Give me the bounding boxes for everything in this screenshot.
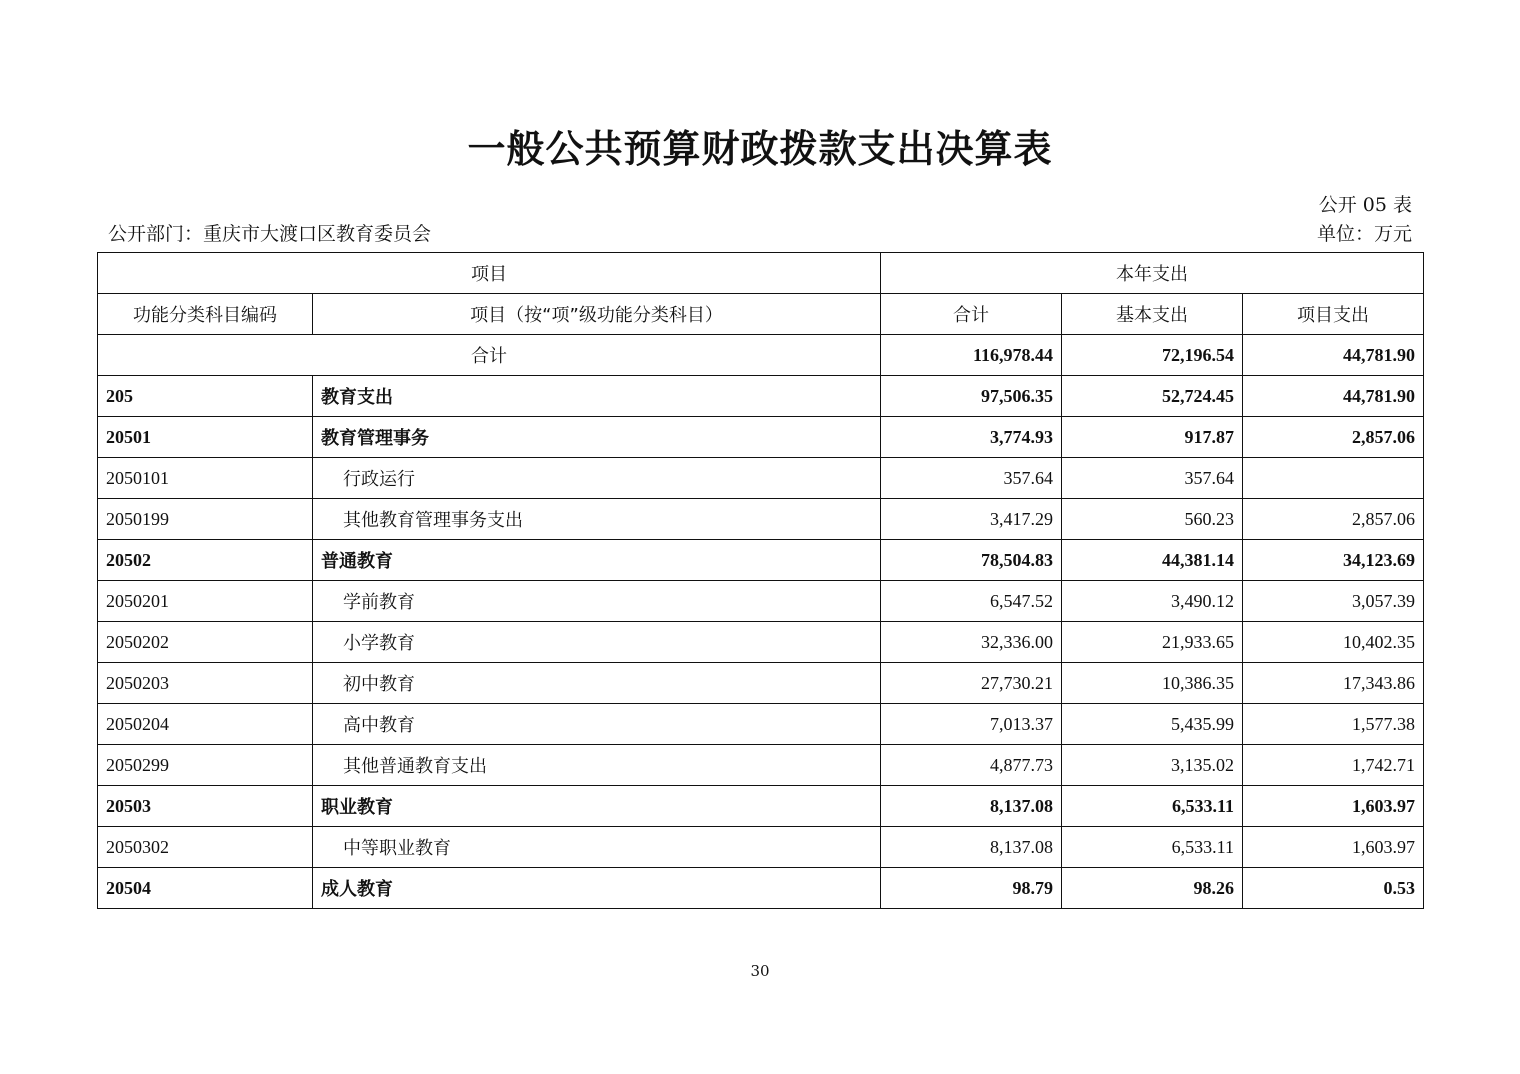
row-basic: 44,381.14 <box>1062 540 1243 581</box>
row-total: 98.79 <box>881 868 1062 909</box>
row-total: 4,877.73 <box>881 745 1062 786</box>
row-basic: 6,533.11 <box>1062 827 1243 868</box>
row-total: 8,137.08 <box>881 827 1062 868</box>
row-total: 6,547.52 <box>881 581 1062 622</box>
row-code: 2050202 <box>98 622 313 663</box>
header-total: 合计 <box>881 294 1062 335</box>
row-project: 3,057.39 <box>1243 581 1424 622</box>
row-total: 7,013.37 <box>881 704 1062 745</box>
table-row <box>98 540 1424 581</box>
row-code: 2050204 <box>98 704 313 745</box>
header-year-group: 本年支出 <box>881 253 1424 294</box>
row-project: 2,857.06 <box>1243 417 1424 458</box>
row-name: 其他教育管理事务支出 <box>313 499 881 540</box>
row-basic: 98.26 <box>1062 868 1243 909</box>
row-name: 普通教育 <box>313 540 881 581</box>
row-name: 初中教育 <box>313 663 881 704</box>
row-total: 32,336.00 <box>881 622 1062 663</box>
row-code: 2050201 <box>98 581 313 622</box>
header-basic: 基本支出 <box>1062 294 1243 335</box>
table-row <box>98 376 1424 417</box>
row-code: 205 <box>98 376 313 417</box>
row-project: 10,402.35 <box>1243 622 1424 663</box>
row-project: 17,343.86 <box>1243 663 1424 704</box>
row-basic: 560.23 <box>1062 499 1243 540</box>
table-row <box>98 622 1424 663</box>
expenditure-table <box>97 252 1424 909</box>
header-row-columns <box>98 294 1424 335</box>
row-basic: 357.64 <box>1062 458 1243 499</box>
row-code: 20501 <box>98 417 313 458</box>
unit-label: 单位：万元 <box>1316 223 1412 245</box>
total-row <box>98 335 1424 376</box>
row-code: 2050299 <box>98 745 313 786</box>
row-basic: 3,490.12 <box>1062 581 1243 622</box>
row-basic: 3,135.02 <box>1062 745 1243 786</box>
row-code: 20502 <box>98 540 313 581</box>
header-name: 项目（按“项”级功能分类科目） <box>313 294 881 335</box>
total-total: 116,978.44 <box>881 335 1062 376</box>
row-total: 3,417.29 <box>881 499 1062 540</box>
header-code: 功能分类科目编码 <box>98 294 313 335</box>
row-project: 2,857.06 <box>1243 499 1424 540</box>
row-total: 357.64 <box>881 458 1062 499</box>
row-project: 34,123.69 <box>1243 540 1424 581</box>
row-name: 教育管理事务 <box>313 417 881 458</box>
row-project <box>1243 458 1424 499</box>
table-row <box>98 868 1424 909</box>
row-code: 2050101 <box>98 458 313 499</box>
row-name: 教育支出 <box>313 376 881 417</box>
row-name: 高中教育 <box>313 704 881 745</box>
row-code: 2050203 <box>98 663 313 704</box>
row-project: 1,742.71 <box>1243 745 1424 786</box>
table-number: 公开 05 表 <box>1318 194 1412 216</box>
row-total: 97,506.35 <box>881 376 1062 417</box>
row-total: 8,137.08 <box>881 786 1062 827</box>
row-total: 3,774.93 <box>881 417 1062 458</box>
row-basic: 917.87 <box>1062 417 1243 458</box>
row-name: 行政运行 <box>313 458 881 499</box>
row-project: 44,781.90 <box>1243 376 1424 417</box>
row-project: 1,603.97 <box>1243 786 1424 827</box>
row-code: 20503 <box>98 786 313 827</box>
table-row <box>98 417 1424 458</box>
row-code: 2050302 <box>98 827 313 868</box>
department-label: 公开部门：重庆市大渡口区教育委员会 <box>108 223 432 245</box>
table-row <box>98 745 1424 786</box>
row-project: 1,603.97 <box>1243 827 1424 868</box>
row-name: 职业教育 <box>313 786 881 827</box>
table-row <box>98 663 1424 704</box>
row-name: 成人教育 <box>313 868 881 909</box>
row-name: 小学教育 <box>313 622 881 663</box>
table-row <box>98 704 1424 745</box>
row-basic: 52,724.45 <box>1062 376 1243 417</box>
row-total: 78,504.83 <box>881 540 1062 581</box>
row-name: 学前教育 <box>313 581 881 622</box>
table-row <box>98 581 1424 622</box>
header-project: 项目支出 <box>1243 294 1424 335</box>
row-basic: 5,435.99 <box>1062 704 1243 745</box>
row-basic: 21,933.65 <box>1062 622 1243 663</box>
row-total: 27,730.21 <box>881 663 1062 704</box>
row-code: 20504 <box>98 868 313 909</box>
header-project-group: 项目 <box>98 253 881 294</box>
table-row <box>98 458 1424 499</box>
row-basic: 6,533.11 <box>1062 786 1243 827</box>
total-label: 合计 <box>98 335 881 376</box>
page-number: 30 <box>750 962 770 980</box>
table-row <box>98 786 1424 827</box>
row-project: 0.53 <box>1243 868 1424 909</box>
row-project: 1,577.38 <box>1243 704 1424 745</box>
total-project: 44,781.90 <box>1243 335 1424 376</box>
total-basic: 72,196.54 <box>1062 335 1243 376</box>
row-code: 2050199 <box>98 499 313 540</box>
table-row <box>98 827 1424 868</box>
row-name: 其他普通教育支出 <box>313 745 881 786</box>
page-title: 一般公共预算财政拨款支出决算表 <box>467 127 1053 171</box>
header-row-group <box>98 253 1424 294</box>
row-basic: 10,386.35 <box>1062 663 1243 704</box>
table-row <box>98 499 1424 540</box>
row-name: 中等职业教育 <box>313 827 881 868</box>
